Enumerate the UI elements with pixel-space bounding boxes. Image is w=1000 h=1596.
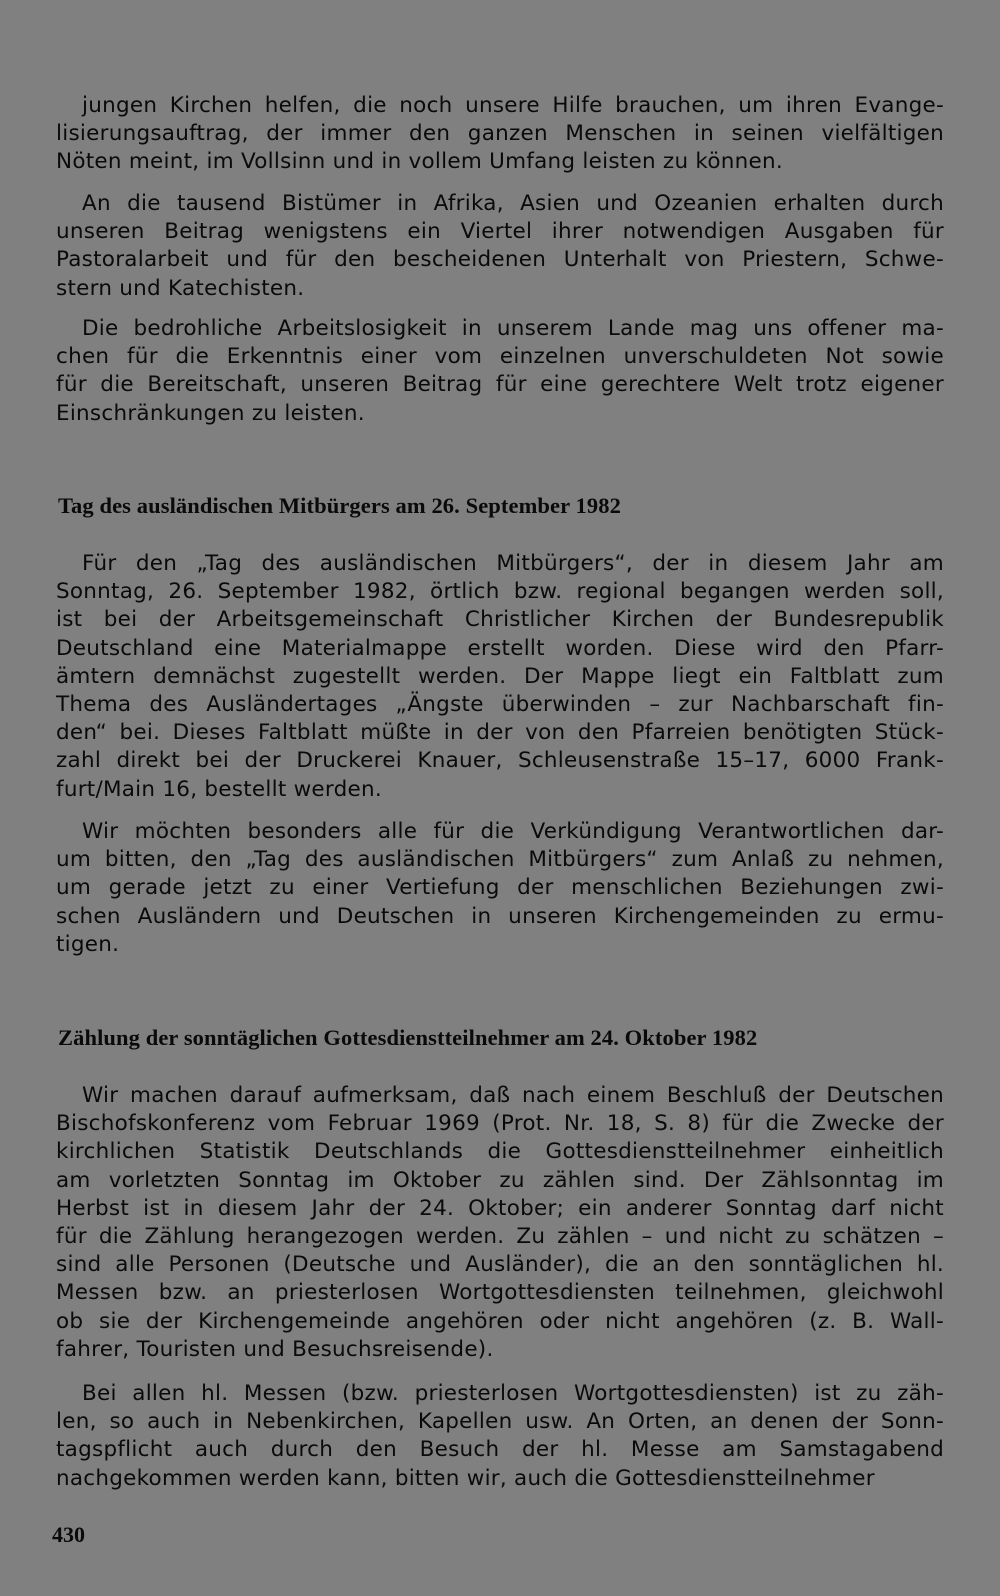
paragraph-line: Einschränkungen zu leisten.	[56, 400, 365, 426]
paragraph-line: ob sie der Kirchengemeinde angehören oder nicht angehören (z. B. Wall-	[56, 1308, 944, 1334]
paragraph-line: zahl direkt bei der Druckerei Knauer, Schleusenstraße 15–17, 6000 Frank-	[56, 748, 944, 774]
paragraph-line: len, so auch in Nebenkirchen, Kapellen usw. An Orten, an denen der Sonn-	[56, 1409, 944, 1435]
paragraph-line: um gerade jetzt zu einer Vertiefung der menschlichen Beziehungen zwi-	[56, 875, 944, 901]
paragraph-line: schen Ausländern und Deutschen in unseren Kirchengemeinden zu ermu-	[56, 903, 944, 929]
paragraph-line: kirchlichen Statistik Deutschlands die Gottesdienstteilnehmer einheitlich	[56, 1139, 944, 1165]
paragraph-line: Deutschland eine Materialmappe erstellt worden. Diese wird den Pfarr-	[56, 635, 944, 661]
paragraph-line: für die Bereitschaft, unseren Beitrag für eine gerechtere Welt trotz eigener	[56, 372, 944, 398]
paragraph-line: lisierungsauftrag, der immer den ganzen Menschen in seinen vielfältigen	[56, 121, 944, 147]
paragraph-line: Wir möchten besonders alle für die Verkündigung Verantwortlichen dar-	[82, 819, 944, 844]
paragraph-line: den“ bei. Dieses Faltblatt müßte in der von den Pfarreien benötigten Stück-	[56, 720, 944, 746]
paragraph-line: nachgekommen werden kann, bitten wir, auch die Gottesdienstteilnehmer	[56, 1465, 875, 1491]
paragraph-line: am vorletzten Sonntag im Oktober zu zählen sind. Der Zählsonntag im	[56, 1167, 944, 1193]
paragraph-line: Pastoralarbeit und für den bescheidenen Unterhalt von Priestern, Schwe-	[56, 247, 944, 273]
paragraph-line: Die bedrohliche Arbeitslosigkeit in unserem Lande mag uns offener ma-	[82, 316, 944, 341]
paragraph-line: Thema des Ausländertages „Ängste überwinden – zur Nachbarschaft fin-	[56, 692, 944, 717]
paragraph-line: furt/Main 16, bestellt werden.	[56, 776, 382, 802]
paragraph-line: für die Zählung herangezogen werden. Zu zählen – und nicht zu schätzen –	[56, 1224, 944, 1249]
paragraph-line: Sonntag, 26. September 1982, örtlich bzw. regional begangen werden soll,	[56, 579, 944, 605]
paragraph-line: um bitten, den „Tag des ausländischen Mitbürgers“ zum Anlaß zu nehmen,	[56, 847, 944, 873]
paragraph-line: ämtern demnächst zugestellt werden. Der Mappe liegt ein Faltblatt zum	[56, 663, 944, 689]
section-heading: Zählung der sonntäglichen Gottesdienstteilnehmer am 24. Oktober 1982	[58, 1025, 758, 1050]
paragraph-line: Bei allen hl. Messen (bzw. priesterlosen Wortgottesdiensten) ist zu zäh-	[82, 1381, 944, 1406]
paragraph-line: unseren Beitrag wenigstens ein Viertel ihrer notwendigen Ausgaben für	[56, 219, 944, 245]
section-heading: Tag des ausländischen Mitbürgers am 26. September 1982	[58, 493, 621, 518]
paragraph-line: tagspflicht auch durch den Besuch der hl. Messe am Samstagabend	[56, 1437, 944, 1463]
paragraph-line: ist bei der Arbeitsgemeinschaft Christlicher Kirchen der Bundesrepublik	[56, 607, 944, 633]
paragraph-line: Herbst ist in diesem Jahr der 24. Oktober; ein anderer Sonntag darf nicht	[56, 1195, 944, 1221]
paragraph-line: Bischofskonferenz vom Februar 1969 (Prot. Nr. 18, S. 8) für die Zwecke der	[56, 1111, 944, 1137]
paragraph-line: Messen bzw. an priesterlosen Wortgottesdiensten teilnehmen, gleichwohl	[56, 1280, 944, 1306]
paragraph-line: tigen.	[56, 931, 120, 957]
paragraph-line: fahrer, Touristen und Besuchsreisende).	[56, 1336, 494, 1362]
paragraph-line: jungen Kirchen helfen, die noch unsere Hilfe brauchen, um ihren Evange-	[82, 93, 944, 118]
paragraph-line: chen für die Erkenntnis einer vom einzelnen unverschuldeten Not sowie	[56, 344, 944, 370]
paragraph-line: stern und Katechisten.	[56, 275, 305, 301]
paragraph-line: Für den „Tag des ausländischen Mitbürgers“, der in diesem Jahr am	[82, 551, 944, 576]
paragraph-line: sind alle Personen (Deutsche und Ausländer), die an den sonntäglichen hl.	[56, 1252, 944, 1278]
paragraph-line: Wir machen darauf aufmerksam, daß nach einem Beschluß der Deutschen	[82, 1083, 944, 1108]
page-number: 430	[52, 1522, 85, 1547]
paragraph-line: Nöten meint, im Vollsinn und in vollem Umfang leisten zu können.	[56, 149, 783, 175]
paragraph-line: An die tausend Bistümer in Afrika, Asien und Ozeanien erhalten durch	[82, 191, 944, 216]
